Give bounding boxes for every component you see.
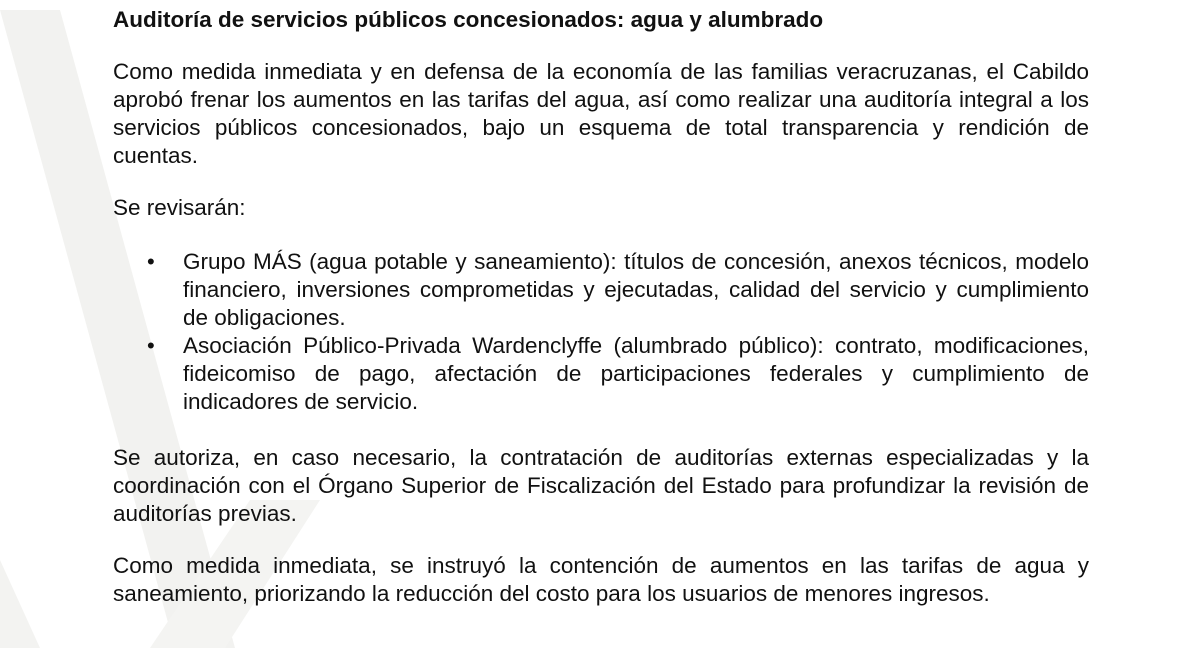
bullet-icon: • <box>147 249 155 274</box>
watermark-shape-edge <box>0 560 40 648</box>
list-item-text: Asociación Público-Privada Wardenclyffe (alumbrado público): contrato, modificaciones, fideicomiso de pago, afectación de participaciones federales y cumplimiento de indicadores de servicio. <box>183 333 1089 414</box>
list-item <box>113 248 1089 332</box>
intro-paragraph: Como medida inmediata y en defensa de la economía de las familias veracruzanas, el Cabildo aprobó frenar los aumentos en las tarifas del agua, así como realizar una auditoría integral a los servicios públicos concesionados, bajo un esquema de total transparencia y rendición de cuentas. <box>113 59 1089 168</box>
document-title: Auditoría de servicios públicos concesionados: agua y alumbrado <box>113 7 824 32</box>
review-list <box>113 248 1089 416</box>
list-item <box>113 332 1089 416</box>
authorization-paragraph: Se autoriza, en caso necesario, la contratación de auditorías externas especializadas y la coordinación con el Órgano Superior de Fiscalización del Estado para profundizar la revisión de auditorías previas. <box>113 445 1089 526</box>
closing-paragraph: Como medida inmediata, se instruyó la contención de aumentos en las tarifas de agua y saneamiento, priorizando la reducción del costo para los usuarios de menores ingresos. <box>113 553 1089 606</box>
review-heading: Se revisarán: <box>113 195 246 220</box>
list-item-text: Grupo MÁS (agua potable y saneamiento): títulos de concesión, anexos técnicos, modelo financiero, inversiones comprometidas y ejecutadas, calidad del servicio y cumplimiento de obligaciones. <box>183 249 1089 330</box>
document-body <box>113 6 1089 632</box>
bullet-icon: • <box>147 333 155 358</box>
